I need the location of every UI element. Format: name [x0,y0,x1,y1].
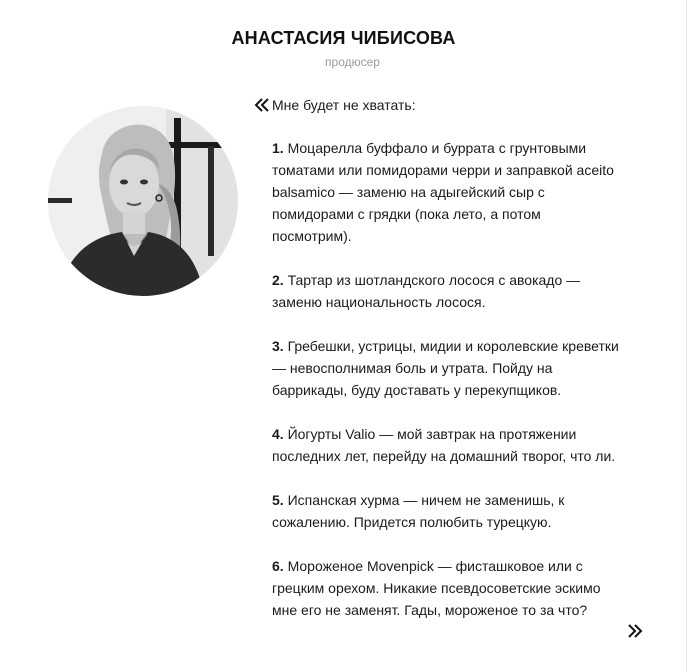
item-list [272,137,624,643]
double-chevron-left-icon [254,96,270,114]
item-text: Испанская хурма — ничем не заменишь, к сожалению. Придется полюбить турецкую. [272,492,565,530]
list-item [272,555,624,621]
list-item [272,423,624,467]
list-item [272,137,624,247]
portrait-photo [48,106,238,296]
person-role: продюсер [325,55,380,69]
item-number: 4. [272,426,284,442]
double-chevron-right-icon [627,622,643,640]
person-name: АНАСТАСИЯ ЧИБИСОВА [231,28,456,48]
item-number: 6. [272,558,284,574]
list-item [272,335,624,401]
item-text: Моцарелла буффало и буррата с грунтовыми томатами или помидорами черри и заправкой aceito balsamico — заменю на адыгейский сыр с помидорами с грядки (пока лето, а потом посмотрим). [272,140,614,244]
item-number: 5. [272,492,284,508]
item-text: Мороженое Movenpick — фисташковое или с грецким орехом. Никакие псевдосоветские эскимо мне его не заменят. Гады, мороженое то за что? [272,558,601,618]
item-number: 3. [272,338,284,354]
intro-text: Мне будет не хватать: [272,97,416,113]
avatar [48,106,238,296]
item-number: 2. [272,272,284,288]
list-item [272,489,624,533]
list-item [272,269,624,313]
item-text: Гребешки, устрицы, мидии и королевские креветки — невосполнимая боль и утрата. Пойду на баррикады, буду доставать у перекупщиков. [272,338,619,398]
header [0,27,687,69]
item-number: 1. [272,140,284,156]
item-text: Йогурты Valio — мой завтрак на протяжении последних лет, перейду на домашний творог, что ли. [272,426,616,464]
item-text: Тартар из шотландского лосося с авокадо — заменю национальность лосося. [272,272,581,310]
